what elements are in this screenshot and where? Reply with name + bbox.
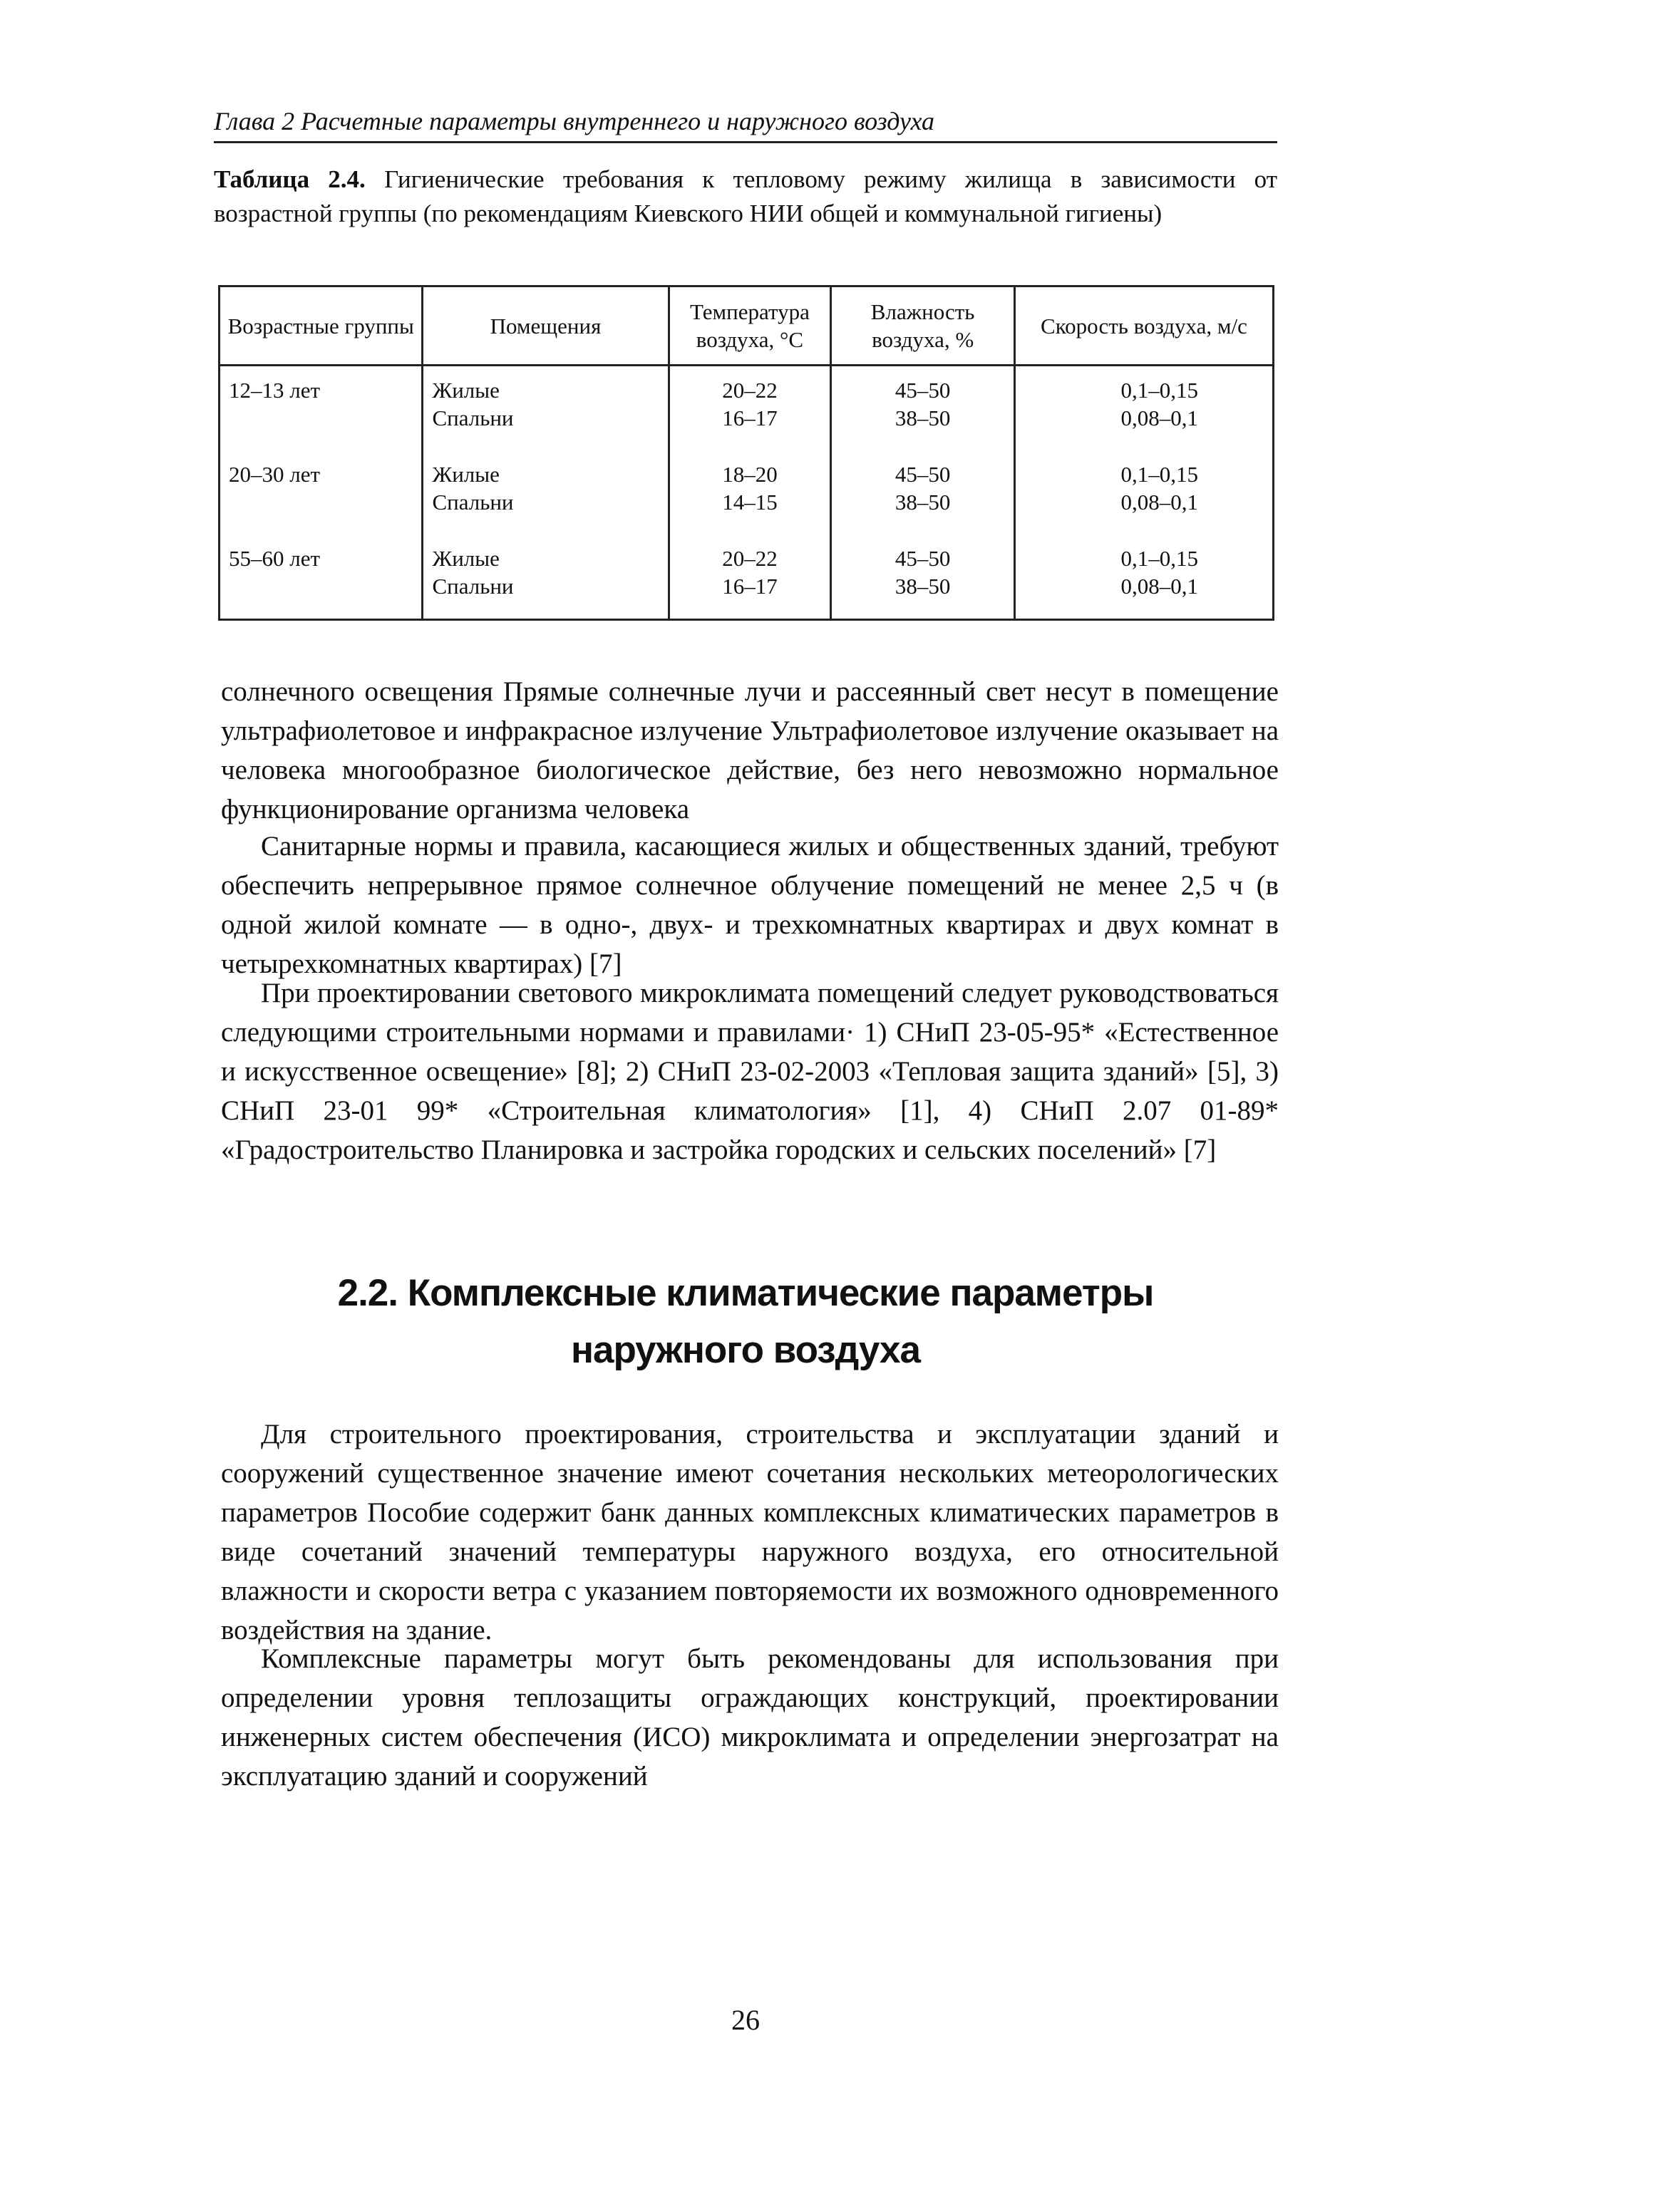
cell-temp-value: 16–17 <box>722 574 778 599</box>
hygiene-table <box>218 285 1274 621</box>
cell-temp-value: 18–20 <box>722 462 778 487</box>
cell-rooms <box>423 450 669 534</box>
cell-humidity <box>831 534 1015 620</box>
paragraph: Для строительного проектирования, строительства и эксплуатации зданий и сооружений существенное значение имеют сочетания нескольких метеорологических параметров Пособие содержит банк данных комплексных климатических параметров в виде сочетаний значений температуры наружного воздуха, его относительной влажности и скорости ветра с указанием повторяемости их возможного одновременного воздействия на здание. <box>221 1419 1279 1645</box>
cell-humidity-value: 45–50 <box>895 546 951 571</box>
cell-room: Спальни <box>432 490 514 515</box>
cell-room: Спальни <box>432 574 514 599</box>
paragraph: солнечного освещения Прямые солнечные лучи и рассеянный свет несут в помещение ультрафиолетовое и инфракрасное излучение Ультрафиолетовое излучение оказывает на человека многообразное биологическое действие, без него невозможно нормальное функционирование организма человека <box>221 676 1279 825</box>
cell-temp-value: 20–22 <box>722 378 778 403</box>
cell-humidity-value: 45–50 <box>895 378 951 403</box>
cell-room: Жилые <box>432 378 500 403</box>
cell-rooms <box>423 366 669 451</box>
cell-temp <box>669 534 831 620</box>
cell-speed-value: 0,1–0,15 <box>1120 546 1198 571</box>
cell-speed-value: 0,08–0,1 <box>1120 574 1198 599</box>
cell-temp <box>669 366 831 451</box>
table-caption <box>214 162 1277 231</box>
paragraph: Комплексные параметры могут быть рекомендованы для использования при определении уровня теплозащиты ограждающих конструкций, проектировании инженерных систем обеспечения (ИСО) микроклимата и определении энергозатрат на эксплуатацию зданий и сооружений <box>221 1643 1279 1792</box>
paragraph: При проектировании светового микроклимата помещений следует руководствоваться следующими строительными нормами и правилами· 1) СНиП 23-05-95* «Естественное и искусственное освещение» [8]; 2) СНиП 23-02-2003 «Тепловая защита зданий» [5], 3) СНиП 23-01 99* «Строительная климатология» [1], 4) СНиП 2.07 01-89* «Градостроительство Планировка и застройка городских и сельских поселений» [7] <box>221 978 1279 1165</box>
cell-speed <box>1014 366 1273 451</box>
table-row <box>220 534 1274 620</box>
cell-humidity-value: 45–50 <box>895 462 951 487</box>
cell-age: 55–60 лет <box>220 534 423 620</box>
cell-temp-value: 14–15 <box>722 490 778 515</box>
cell-humidity <box>831 366 1015 451</box>
cell-age: 12–13 лет <box>220 366 423 451</box>
running-head: Глава 2 Расчетные параметры внутреннего и наружного воздуха <box>214 104 1277 143</box>
cell-speed-value: 0,08–0,1 <box>1120 490 1198 515</box>
table-header-row <box>220 286 1274 366</box>
cell-room: Жилые <box>432 462 500 487</box>
col-header-speed: Скорость воздуха, м/с <box>1014 286 1273 366</box>
cell-speed-value: 0,1–0,15 <box>1120 462 1198 487</box>
table-caption-label: Таблица 2.4. <box>214 165 366 193</box>
cell-room: Спальни <box>432 405 514 430</box>
paragraph: Санитарные нормы и правила, касающиеся жилых и общественных зданий, требуют обеспечить непрерывное прямое солнечное облучение помещений не менее 2,5 ч (в одной жилой комнате — в одно-, двух- и трехкомнатных квартирах и двух комнат в четырехкомнатных квартирах) [7] <box>221 831 1279 979</box>
cell-temp-value: 16–17 <box>722 405 778 430</box>
col-header-room: Помещения <box>423 286 669 366</box>
cell-humidity-value: 38–50 <box>895 490 951 515</box>
section-title <box>214 1265 1277 1379</box>
page-number: 26 <box>731 2004 760 2036</box>
cell-rooms <box>423 534 669 620</box>
cell-temp <box>669 450 831 534</box>
cell-speed <box>1014 450 1273 534</box>
table-row <box>220 450 1274 534</box>
cell-speed-value: 0,1–0,15 <box>1120 378 1198 403</box>
table-caption-text: Гигиенические требования к тепловому режиму жилища в зависимости от возрастной группы (по рекомендациям Киевского НИИ общей и коммунальной гигиены) <box>214 165 1278 227</box>
cell-humidity <box>831 450 1015 534</box>
col-header-humidity: Влажность воздуха, % <box>831 286 1015 366</box>
table-row <box>220 366 1274 451</box>
section-title-line: 2.2. Комплексные климатические параметры <box>337 1272 1154 1314</box>
cell-humidity-value: 38–50 <box>895 405 951 430</box>
cell-room: Жилые <box>432 546 500 571</box>
cell-speed-value: 0,08–0,1 <box>1120 405 1198 430</box>
cell-speed <box>1014 534 1273 620</box>
col-header-age: Возрастные группы <box>220 286 423 366</box>
cell-temp-value: 20–22 <box>722 546 778 571</box>
col-header-temp: Температура воздуха, °С <box>669 286 831 366</box>
section-title-line: наружного воздуха <box>571 1329 920 1371</box>
cell-humidity-value: 38–50 <box>895 574 951 599</box>
cell-age: 20–30 лет <box>220 450 423 534</box>
